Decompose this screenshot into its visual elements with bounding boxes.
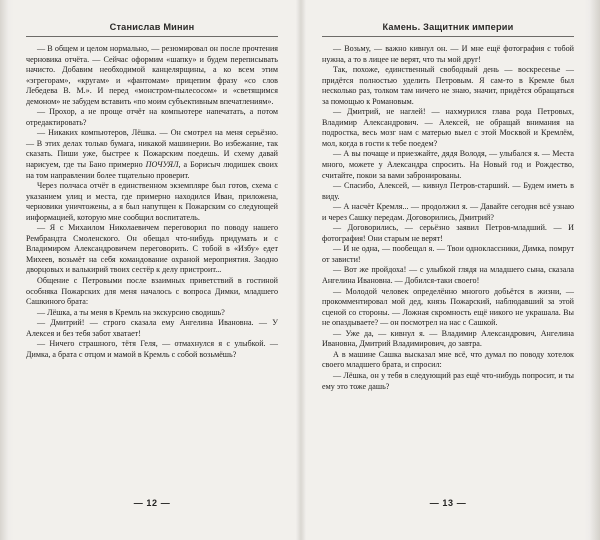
emphasised-word: ПОЧУЯЛ xyxy=(145,160,179,170)
paragraph: Через полчаса отчёт в единственном экземпляре был готов, схема с указанием улиц и места, где примерно находился Иван, приложена, черновики уничтожены, а я был напутщен к Пожарским со следующей информацией, которую мне сообщил воспитатель. xyxy=(26,181,278,222)
paragraph: — Лёшка, а ты меня в Кремль на экскурсию сводишь? xyxy=(37,307,225,317)
paragraph: — Возьму, — важно кивнул он. — И мне ещё фотография с тобой нужна, а то в лицее не верят, что ты мой друг! xyxy=(322,44,574,64)
paragraph: — А насчёт Кремля... — продолжил я. — Давайте сегодня всё узнаю и через Сашку передам. Договорились, Дмитрий? xyxy=(322,202,574,222)
right-page xyxy=(300,0,600,540)
left-page-running-head: Станислав Минин xyxy=(109,22,195,32)
paragraph: — Я с Михаилом Николаевичем переговорил по поводу нашего Рембрандта Смоленского. Он обещал что-нибудь придумать и с Владимиром Александровичем переговорить. С тобой в «Избу» едет Михеев, возьмёт на себя командование охраной мероприятия. Заодно дворцовых и валькирий твоих сестёр к делу пристроит... xyxy=(26,223,278,275)
right-page-header-rule xyxy=(322,36,574,37)
paragraph: — Никаких компьютеров, Лёшка. — Он смотрел на меня серьёзно. — В этих делах только бумага, никакой машинерии. Во избежание, так сказать. Пиши уже, быстрее к Пожарским поедешь. И схему давай нарисуем, где ты Бано примерно ПОЧУЯЛ, а Борисыч людишек своих на том направлении более тщательно проверит. xyxy=(26,128,278,180)
paragraph: — Молодой человек определённо многого добьётся в жизни, — прокомментировал мой дед, князь Пожарский, наблюдавший за этой сценой со стороны. — Ложная скромность ещё никого не украшала. Вы не опаздываете? — он посмотрел на нас с Сашкой. xyxy=(322,286,574,328)
left-page-body xyxy=(26,44,278,498)
right-page-body xyxy=(322,44,574,498)
paragraph: — Дмитрий! — строго сказала ему Ангелина Ивановна. — У Алексея и без тебя забот хватает! xyxy=(26,318,278,338)
paragraph: — И не одна, — пообещал я. — Твои одноклассники, Димка, помрут от зависти! xyxy=(322,244,574,264)
paragraph: Так, похоже, единственный свободный день — воскресенье — придётся полностью уделить Петровым. Я сам-то в Кремле был несколько раз, толком там ничего не знаю, значит, придётся обращаться за помощью к Романовым. xyxy=(322,65,574,106)
paragraph: — В общем и целом нормально, — резюмировал он после прочтения черновика отчёта. — Сейчас оформим «шапку» и будем переписывать начисто. Добавим необходимой канцелярщины, а ко всем этим «эгрегорам», «кругам» и «фантомам» прицепим фразу «со слов Лебедева В. М.». И перед «монстром-пылесосом» и «светящимся демоном» не забудем вставить «по моим субъективным впечатлениям». xyxy=(26,44,278,106)
left-page-folio: — 12 — xyxy=(133,498,171,508)
paragraph: — Спасибо, Алексей, — кивнул Петров-старший. — Будем иметь в виду. xyxy=(322,181,574,201)
right-page-running-head: Камень. Защитник империи xyxy=(382,22,514,32)
paragraph: Общение с Петровыми после взаимных приветствий в гостиной особняка Пожарских для меня началось с вопроса Димки, младшего Сашкиного брата: xyxy=(26,276,278,307)
paragraph: — А вы почаще и приезжайте, дядя Володя, — улыбался я. — Места много, можете у Александра спросить. На Новый год и Рождество, считайте, покои за вами забронированы. xyxy=(322,149,574,180)
paragraph: — Договорились, — серьёзно заявил Петров-младший. — И фотография! Они старым не верят! xyxy=(322,223,574,243)
paragraph: — Уже да, — кивнул я. — Владимир Александрович, Ангелина Ивановна, Дмитрий Владимирович, до завтра. xyxy=(322,328,574,349)
paragraph: — Ничего страшного, тётя Геля, — отмахнулся я с улыбкой. — Димка, а брата с отцом и мамой в Кремль с собой возьмёшь? xyxy=(26,339,278,359)
left-page-header-rule xyxy=(26,36,278,37)
paragraph: — Лёшка, он у тебя в следующий раз ещё что-нибудь попросит, и ты ему это тоже дашь? xyxy=(322,370,574,391)
paragraph: — Вот же пройдоха! — с улыбкой глядя на младшего сына, сказала Ангелина Ивановна. — Добился-таки своего! xyxy=(322,265,574,286)
paragraph: А в машине Сашка высказал мне всё, что думал по поводу хотелок своего младшего брата, и спросил: xyxy=(322,349,574,370)
paragraph: — Дмитрий, не наглей! — нахмурился глава рода Петровых, Владимир Александрович. — Алексей, не обращай внимания на подростка, весь мозг нам с матерью выел с этой Москвой и Кремлём, мол, когда в гости к тебе поедем? xyxy=(322,107,574,148)
right-page-folio: — 13 — xyxy=(429,498,467,508)
paragraph: — Прохор, а не проще отчёт на компьютере напечатать, а потом отредактировать? xyxy=(26,107,278,127)
